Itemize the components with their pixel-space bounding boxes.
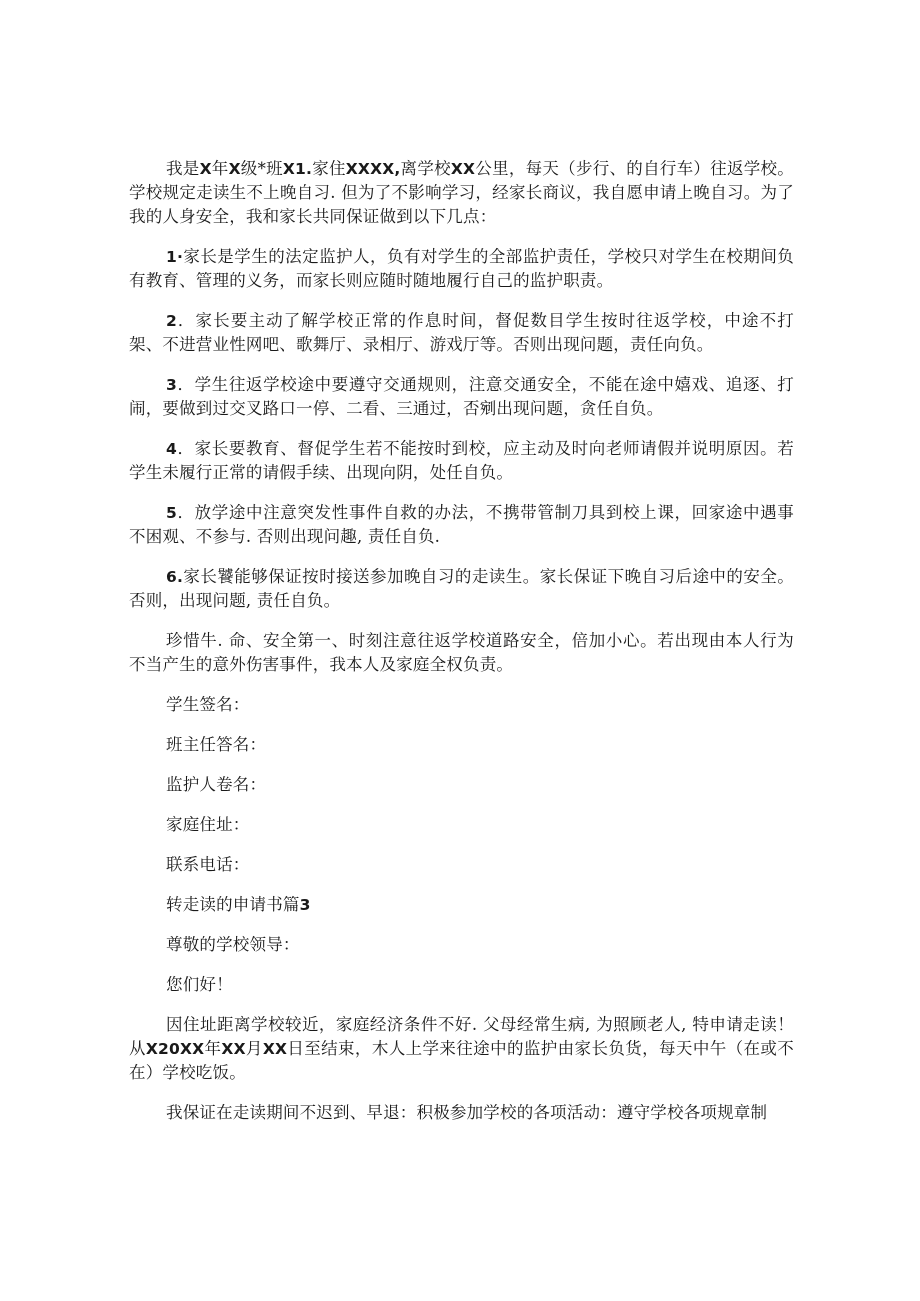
rule-item-2 [129, 309, 794, 357]
rule-text: ．放学途中注意突发性事件自救的办法，不携带管制刀具到校上课，回家途中遇事不困观、不参与. 否则出现问趣, 责任自负. [129, 503, 794, 546]
rule-number: 4 [166, 440, 177, 458]
salutation: 尊敬的学校领导： [166, 935, 300, 954]
home-address-line: 家庭住址： [166, 815, 250, 834]
rule-item-5 [129, 501, 794, 549]
teacher-signature-line: 班主任答名： [166, 735, 267, 754]
phone-line: 联系电话： [166, 855, 250, 874]
closing-paragraph: 珍惜牛. 命、安全第一、时刻注意往返学校道路安全，倍加小心。若出现由本人行为不当产生的意外伤害事件，我本人及家庭全权负责。 [129, 631, 794, 674]
rule-item-1 [129, 245, 794, 293]
application-paragraph: 因住址距离学校较近，家庭经济条件不好. 父母经常生病, 为照顾老人, 特申请走读！从X20XX年XX月XX日至结束，木人上学来往途中的监护由家长负货，每天中午（在或不在）学校吃饭。 [129, 1015, 795, 1082]
rule-number: 3 [166, 376, 177, 394]
rule-text: ．家长要教育、督促学生若不能按时到校，应主动及时向老师请假并说明原因。若学生未履行正常的请假手续、出现向阴，处任自负。 [129, 439, 794, 482]
pledge-paragraph: 我保证在走读期间不迟到、早退：积极参加学校的各项活动：遵守学校各项规章制 [166, 1103, 768, 1122]
rule-item-4 [129, 437, 794, 485]
intro-paragraph: 我是X年X级*班X1.家住XXXX,离学校XX公里，每天（步行、的自行车）往返学校。学校规定走读生不上晚自习. 但为了不影响学习，经家长商议，我自愿申请上晚自习。为了我的人身安全，我和家长共同保证做到以下几点： [129, 159, 794, 226]
greeting: 您们好！ [166, 975, 233, 994]
rule-text: 家长饕能够保证按时接送参加晚自习的走读生。家长保证下晚自习后途中的安全。否则，出现问题, 责任自负。 [129, 567, 794, 610]
rule-item-6 [129, 565, 794, 613]
rule-number: 2 [166, 312, 177, 330]
section-title: 转走读的申请书篇3 [166, 895, 311, 914]
document-body [129, 157, 794, 1125]
rule-text: ．家长要主动了解学校正常的作息时间，督促数目学生按时往返学校，中途不打架、不进营业性网吧、歌舞厅、录相厅、游戏厅等。否则出现问题，责任向负。 [129, 311, 794, 354]
guardian-signature-line: 监护人卷名： [166, 775, 267, 794]
rule-number: 5 [166, 504, 177, 522]
rule-text: ．学生往返学校途中要遵守交通规则，注意交通安全，不能在途中嬉戏、追逐、打闹，要做到过交叉路口一停、二看、三通过，否剜出现问题，贪任自负。 [129, 375, 794, 418]
rule-number: 6. [166, 568, 184, 586]
rule-text: 家长是学生的法定监护人，负有对学生的全部监护责任，学校只对学生在校期间负有教育、管理的义务，而家长则应随时随地履行自己的监护职责。 [129, 247, 794, 290]
rule-item-3 [129, 373, 794, 421]
student-signature-line: 学生签名： [166, 695, 250, 714]
rule-number: 1· [166, 248, 184, 266]
